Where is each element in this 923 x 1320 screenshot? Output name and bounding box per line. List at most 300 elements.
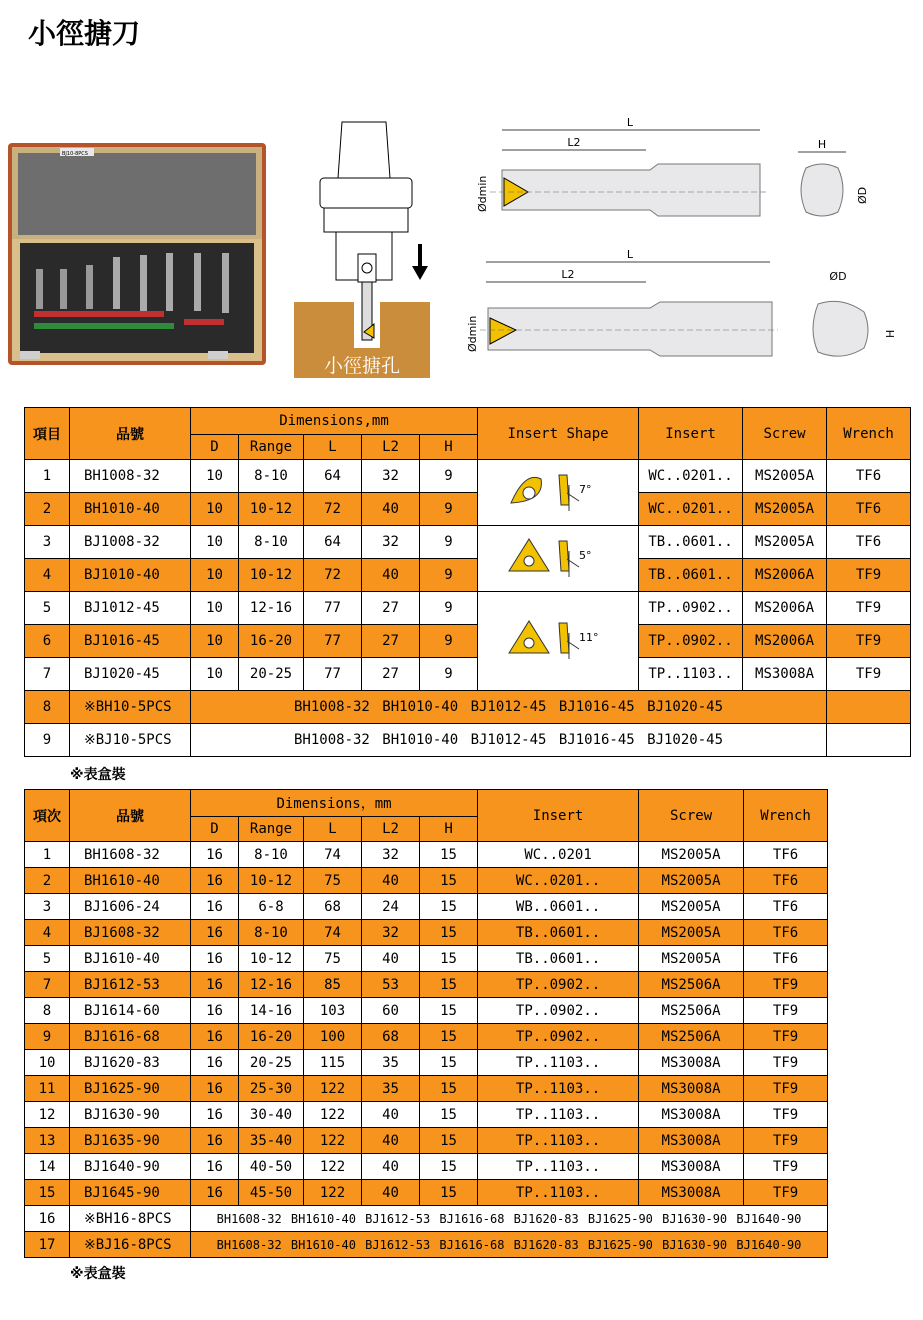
cell-no: 16 [25, 1206, 70, 1232]
cell-L2: 68 [362, 1024, 420, 1050]
cell-D: 16 [191, 972, 239, 998]
cell-D: 16 [191, 920, 239, 946]
cell-D: 16 [191, 1050, 239, 1076]
cell-set-list: BH1008-32 BH1010-40 BJ1012-45 BJ1016-45 BJ1020-45 [191, 724, 827, 757]
cell-part: BJ1640-90 [70, 1154, 191, 1180]
cell-no: 7 [25, 658, 70, 691]
cell-H: 9 [420, 460, 478, 493]
header-range: Range [239, 435, 304, 460]
cell-L2: 35 [362, 1076, 420, 1102]
cell-L2: 24 [362, 894, 420, 920]
cell-wrench: TF9 [827, 625, 911, 658]
cell-L: 115 [304, 1050, 362, 1076]
cell-wrench: TF9 [744, 1076, 828, 1102]
cell-range: 8-10 [239, 920, 304, 946]
table-row [25, 625, 911, 658]
cell-D: 10 [191, 625, 239, 658]
cell-D: 16 [191, 1102, 239, 1128]
cell-L2: 40 [362, 1102, 420, 1128]
cell-screw: MS2506A [639, 998, 744, 1024]
cell-no: 4 [25, 559, 70, 592]
header-insert: Insert [639, 408, 743, 460]
cell-screw: MS2005A [743, 493, 827, 526]
cell-wrench: TF9 [744, 1050, 828, 1076]
cell-range: 25-30 [239, 1076, 304, 1102]
cell-insert: WC..0201.. [639, 493, 743, 526]
cell-L: 100 [304, 1024, 362, 1050]
table-row [25, 1128, 828, 1154]
table-row [25, 526, 911, 559]
cell-insert: TP..1103.. [478, 1180, 639, 1206]
table-row [25, 946, 828, 972]
table-row [25, 894, 828, 920]
cell-part: BJ1608-32 [70, 920, 191, 946]
cell-range: 35-40 [239, 1128, 304, 1154]
header2-range: Range [239, 817, 304, 842]
cell-L2: 35 [362, 1050, 420, 1076]
cell-screw: MS2005A [743, 526, 827, 559]
table-row [25, 868, 828, 894]
cell-L: 122 [304, 1128, 362, 1154]
cell-no: 2 [25, 868, 70, 894]
cell-part: ※BJ10-5PCS [70, 724, 191, 757]
insert-shape-icon [503, 531, 613, 583]
drawing-label-dmin-top: Ødmin [476, 175, 489, 212]
table-row [25, 460, 911, 493]
cell-H: 9 [420, 625, 478, 658]
table-row [25, 1180, 828, 1206]
cell-wrench: TF6 [827, 493, 911, 526]
product-box-photo [8, 143, 266, 365]
cell-L: 122 [304, 1102, 362, 1128]
cell-range: 30-40 [239, 1102, 304, 1128]
cell-H: 15 [420, 920, 478, 946]
cell-no: 11 [25, 1076, 70, 1102]
cell-L2: 32 [362, 526, 420, 559]
cell-range: 45-50 [239, 1180, 304, 1206]
cell-L: 75 [304, 946, 362, 972]
cell-part: BJ1614-60 [70, 998, 191, 1024]
header2-item: 項次 [25, 790, 70, 842]
cell-insert: TP..0902.. [639, 592, 743, 625]
cell-H: 15 [420, 972, 478, 998]
cell-insert: TP..1103.. [478, 1076, 639, 1102]
cell-wrench: TF9 [827, 592, 911, 625]
cell-part: BJ1620-83 [70, 1050, 191, 1076]
cell-insert: TP..1103.. [478, 1050, 639, 1076]
cell-wrench: TF6 [744, 946, 828, 972]
cell-no: 10 [25, 1050, 70, 1076]
cell-H: 15 [420, 894, 478, 920]
cell-L: 85 [304, 972, 362, 998]
header2-L: L [304, 817, 362, 842]
cell-H: 9 [420, 493, 478, 526]
header-insert-shape: Insert Shape [478, 408, 639, 460]
cell-L: 103 [304, 998, 362, 1024]
cell-wrench: TF6 [827, 460, 911, 493]
cell-insert: TP..0902.. [639, 625, 743, 658]
cell-set-list: BH1608-32 BH1610-40 BJ1612-53 BJ1616-68 BJ1620-83 BJ1625-90 BJ1630-90 BJ1640-90 [191, 1206, 828, 1232]
cell-part: BJ1008-32 [70, 526, 191, 559]
cell-L2: 40 [362, 868, 420, 894]
cell-L2: 32 [362, 920, 420, 946]
header2-D: D [191, 817, 239, 842]
cell-wrench: TF6 [827, 526, 911, 559]
insert-clearance-angle: 11° [579, 631, 599, 644]
table1-note: ※表盒裝 [70, 767, 126, 783]
drawing-label-H-top: H [817, 138, 827, 151]
cell-insert: TB..0601.. [639, 559, 743, 592]
cell-part: BH1608-32 [70, 842, 191, 868]
cell-no: 8 [25, 998, 70, 1024]
cell-screw: MS2006A [743, 559, 827, 592]
cell-D: 10 [191, 493, 239, 526]
cell-D: 10 [191, 592, 239, 625]
cell-no: 7 [25, 972, 70, 998]
cell-no: 3 [25, 894, 70, 920]
cell-H: 15 [420, 1024, 478, 1050]
cell-empty [827, 691, 911, 724]
cell-L: 75 [304, 868, 362, 894]
table-row [25, 592, 911, 625]
cell-wrench: TF9 [744, 1154, 828, 1180]
table-row [25, 1076, 828, 1102]
cell-screw: MS2005A [639, 946, 744, 972]
insert-shape-icon [503, 613, 613, 665]
cell-screw: MS2005A [639, 842, 744, 868]
cell-insert: TP..1103.. [478, 1128, 639, 1154]
cell-wrench: TF6 [744, 842, 828, 868]
cell-H: 9 [420, 526, 478, 559]
cell-wrench: TF6 [744, 868, 828, 894]
set-row [25, 1232, 828, 1258]
cell-D: 16 [191, 1076, 239, 1102]
cell-insert: TB..0601.. [478, 946, 639, 972]
cell-range: 10-12 [239, 946, 304, 972]
cell-wrench: TF9 [744, 998, 828, 1024]
header-L: L [304, 435, 362, 460]
cell-wrench: TF9 [744, 1102, 828, 1128]
cell-no: 1 [25, 842, 70, 868]
cell-screw: MS2506A [639, 1024, 744, 1050]
cell-no: 12 [25, 1102, 70, 1128]
cell-H: 15 [420, 946, 478, 972]
cell-wrench: TF9 [827, 658, 911, 691]
header-part: 品號 [70, 408, 191, 460]
cell-part: BJ1635-90 [70, 1128, 191, 1154]
cell-empty [827, 724, 911, 757]
table-row [25, 920, 828, 946]
cell-L: 74 [304, 842, 362, 868]
cell-screw: MS3008A [639, 1076, 744, 1102]
cell-insert: TB..0601.. [639, 526, 743, 559]
cell-H: 15 [420, 998, 478, 1024]
cell-range: 12-16 [239, 972, 304, 998]
cell-no: 17 [25, 1232, 70, 1258]
table2-note: ※表盒裝 [70, 1266, 126, 1282]
cell-screw: MS3008A [639, 1154, 744, 1180]
header-L2: L2 [362, 435, 420, 460]
cell-L: 77 [304, 592, 362, 625]
cell-H: 9 [420, 592, 478, 625]
cell-part: BJ1010-40 [70, 559, 191, 592]
cell-no: 9 [25, 1024, 70, 1050]
cell-range: 20-25 [239, 658, 304, 691]
cell-L2: 40 [362, 946, 420, 972]
cell-screw: MS3008A [639, 1180, 744, 1206]
cell-part: BJ1612-53 [70, 972, 191, 998]
cell-screw: MS2506A [639, 972, 744, 998]
cell-wrench: TF9 [744, 972, 828, 998]
cell-insert: TP..1103.. [478, 1102, 639, 1128]
set-row [25, 724, 911, 757]
cell-part: BJ1630-90 [70, 1102, 191, 1128]
set-row [25, 691, 911, 724]
cell-D: 16 [191, 1154, 239, 1180]
cell-L2: 27 [362, 592, 420, 625]
cell-L2: 53 [362, 972, 420, 998]
cell-L2: 60 [362, 998, 420, 1024]
cell-L: 64 [304, 526, 362, 559]
boring-machine-illustration [292, 118, 440, 380]
header-wrench: Wrench [827, 408, 911, 460]
cell-no: 1 [25, 460, 70, 493]
header2-part: 品號 [70, 790, 191, 842]
cell-screw: MS2005A [639, 868, 744, 894]
cell-no: 6 [25, 625, 70, 658]
cell-no: 9 [25, 724, 70, 757]
cell-H: 15 [420, 1076, 478, 1102]
cell-no: 5 [25, 946, 70, 972]
cell-set-list: BH1608-32 BH1610-40 BJ1612-53 BJ1616-68 BJ1620-83 BJ1625-90 BJ1630-90 BJ1640-90 [191, 1232, 828, 1258]
cell-D: 16 [191, 998, 239, 1024]
cell-insert: TP..1103.. [478, 1154, 639, 1180]
cell-L: 77 [304, 625, 362, 658]
cell-range: 16-20 [239, 625, 304, 658]
table-row [25, 493, 911, 526]
cell-insert: TP..0902.. [478, 1024, 639, 1050]
cell-range: 8-10 [239, 526, 304, 559]
cell-range: 8-10 [239, 460, 304, 493]
cell-screw: MS3008A [743, 658, 827, 691]
cell-part: BJ1020-45 [70, 658, 191, 691]
cell-insert: TP..0902.. [478, 998, 639, 1024]
tool-dimension-drawings [466, 112, 910, 374]
cell-part: BJ1616-68 [70, 1024, 191, 1050]
insert-shape-icon [503, 465, 613, 517]
cell-L: 68 [304, 894, 362, 920]
cell-screw: MS3008A [639, 1128, 744, 1154]
cell-range: 8-10 [239, 842, 304, 868]
header-dimensions: Dimensions,mm [191, 408, 478, 435]
cell-H: 15 [420, 1128, 478, 1154]
cell-H: 9 [420, 559, 478, 592]
machine-label: 小徑搪孔 [323, 355, 401, 377]
drawing-label-L2-top: L2 [567, 136, 581, 149]
cell-D: 16 [191, 1128, 239, 1154]
table-small-boring-d10 [24, 407, 911, 757]
cell-part: ※BH10-5PCS [70, 691, 191, 724]
cell-no: 14 [25, 1154, 70, 1180]
cell-L2: 40 [362, 1128, 420, 1154]
header2-screw: Screw [639, 790, 744, 842]
cell-D: 16 [191, 842, 239, 868]
cell-H: 9 [420, 658, 478, 691]
cell-no: 13 [25, 1128, 70, 1154]
cell-no: 5 [25, 592, 70, 625]
set-row [25, 1206, 828, 1232]
cell-D: 10 [191, 658, 239, 691]
cell-screw: MS2005A [639, 894, 744, 920]
cell-H: 15 [420, 1050, 478, 1076]
drawing-label-L-top: L [626, 116, 634, 129]
photo-label: BJ10-8PCS [62, 151, 88, 157]
cell-wrench: TF6 [744, 920, 828, 946]
cell-wrench: TF9 [827, 559, 911, 592]
drawing-label-D-bottom: ØD [829, 270, 847, 283]
cell-range: 10-12 [239, 559, 304, 592]
cell-L: 77 [304, 658, 362, 691]
cell-L2: 27 [362, 658, 420, 691]
cell-part: BJ1625-90 [70, 1076, 191, 1102]
cell-D: 16 [191, 894, 239, 920]
cell-part: ※BJ16-8PCS [70, 1232, 191, 1258]
cell-D: 16 [191, 1180, 239, 1206]
cell-part: BJ1012-45 [70, 592, 191, 625]
insert-clearance-angle: 7° [579, 482, 592, 496]
cell-part: BJ1606-24 [70, 894, 191, 920]
cell-part: BH1010-40 [70, 493, 191, 526]
page-title: 小徑搪刀 [28, 17, 141, 50]
table-small-boring-d16 [24, 789, 828, 1258]
drawing-label-H-bottom: H [884, 329, 897, 338]
header2-dimensions: Dimensions，mm [191, 790, 478, 817]
cell-insert: TP..0902.. [478, 972, 639, 998]
cell-screw: MS2006A [743, 625, 827, 658]
cell-L2: 40 [362, 493, 420, 526]
cell-D: 10 [191, 526, 239, 559]
cell-no: 15 [25, 1180, 70, 1206]
cell-insert: WC..0201.. [478, 868, 639, 894]
cell-D: 16 [191, 868, 239, 894]
cell-range: 6-8 [239, 894, 304, 920]
cell-no: 8 [25, 691, 70, 724]
table-row [25, 1154, 828, 1180]
header-screw: Screw [743, 408, 827, 460]
table-row [25, 972, 828, 998]
cell-insert: WC..0201 [478, 842, 639, 868]
cell-L: 64 [304, 460, 362, 493]
cell-L: 72 [304, 559, 362, 592]
cell-range: 14-16 [239, 998, 304, 1024]
cell-D: 16 [191, 946, 239, 972]
cell-L2: 32 [362, 460, 420, 493]
cell-screw: MS2006A [743, 592, 827, 625]
cell-L2: 40 [362, 559, 420, 592]
cell-wrench: TF9 [744, 1180, 828, 1206]
cell-L: 122 [304, 1076, 362, 1102]
header2-L2: L2 [362, 817, 420, 842]
table-row [25, 559, 911, 592]
table-row [25, 1050, 828, 1076]
header-H: H [420, 435, 478, 460]
cell-insert: WB..0601.. [478, 894, 639, 920]
table-row [25, 658, 911, 691]
cell-range: 12-16 [239, 592, 304, 625]
cell-part: BH1008-32 [70, 460, 191, 493]
cell-screw: MS3008A [639, 1050, 744, 1076]
header-item: 項目 [25, 408, 70, 460]
header2-insert: Insert [478, 790, 639, 842]
cell-screw: MS2005A [639, 920, 744, 946]
cell-L: 122 [304, 1180, 362, 1206]
table-row [25, 1024, 828, 1050]
insert-clearance-angle: 5° [579, 548, 592, 562]
cell-part: BH1610-40 [70, 868, 191, 894]
drawing-label-dmin-bottom: Ødmin [466, 315, 479, 352]
cell-insert: TB..0601.. [478, 920, 639, 946]
cell-wrench: TF9 [744, 1024, 828, 1050]
drawing-label-D-top: ØD [856, 186, 869, 204]
header2-wrench: Wrench [744, 790, 828, 842]
cell-screw: MS3008A [639, 1102, 744, 1128]
cell-L2: 32 [362, 842, 420, 868]
cell-range: 10-12 [239, 868, 304, 894]
cell-H: 15 [420, 1154, 478, 1180]
cell-H: 15 [420, 1180, 478, 1206]
cell-H: 15 [420, 1102, 478, 1128]
cell-range: 16-20 [239, 1024, 304, 1050]
cell-L: 72 [304, 493, 362, 526]
table-row [25, 998, 828, 1024]
cell-screw: MS2005A [743, 460, 827, 493]
drawing-label-L-bottom: L [626, 248, 634, 261]
cell-wrench: TF6 [744, 894, 828, 920]
cell-D: 10 [191, 559, 239, 592]
cell-no: 3 [25, 526, 70, 559]
insert-shape-cell [478, 592, 639, 691]
header-D: D [191, 435, 239, 460]
cell-H: 15 [420, 868, 478, 894]
cell-part: BJ1016-45 [70, 625, 191, 658]
cell-insert: TP..1103.. [639, 658, 743, 691]
cell-part: ※BH16-8PCS [70, 1206, 191, 1232]
cell-range: 20-25 [239, 1050, 304, 1076]
cell-L: 122 [304, 1154, 362, 1180]
cell-range: 40-50 [239, 1154, 304, 1180]
cell-no: 4 [25, 920, 70, 946]
cell-L2: 40 [362, 1154, 420, 1180]
cell-H: 15 [420, 842, 478, 868]
cell-part: BJ1645-90 [70, 1180, 191, 1206]
cell-range: 10-12 [239, 493, 304, 526]
cell-set-list: BH1008-32 BH1010-40 BJ1012-45 BJ1016-45 BJ1020-45 [191, 691, 827, 724]
cell-L2: 27 [362, 625, 420, 658]
insert-shape-cell [478, 460, 639, 526]
cell-L2: 40 [362, 1180, 420, 1206]
insert-shape-cell [478, 526, 639, 592]
drawing-label-L2-bottom: L2 [561, 268, 575, 281]
cell-wrench: TF9 [744, 1128, 828, 1154]
cell-D: 10 [191, 460, 239, 493]
cell-part: BJ1610-40 [70, 946, 191, 972]
cell-no: 2 [25, 493, 70, 526]
table-row [25, 842, 828, 868]
table-row [25, 1102, 828, 1128]
header2-H: H [420, 817, 478, 842]
cell-L: 74 [304, 920, 362, 946]
cell-insert: WC..0201.. [639, 460, 743, 493]
